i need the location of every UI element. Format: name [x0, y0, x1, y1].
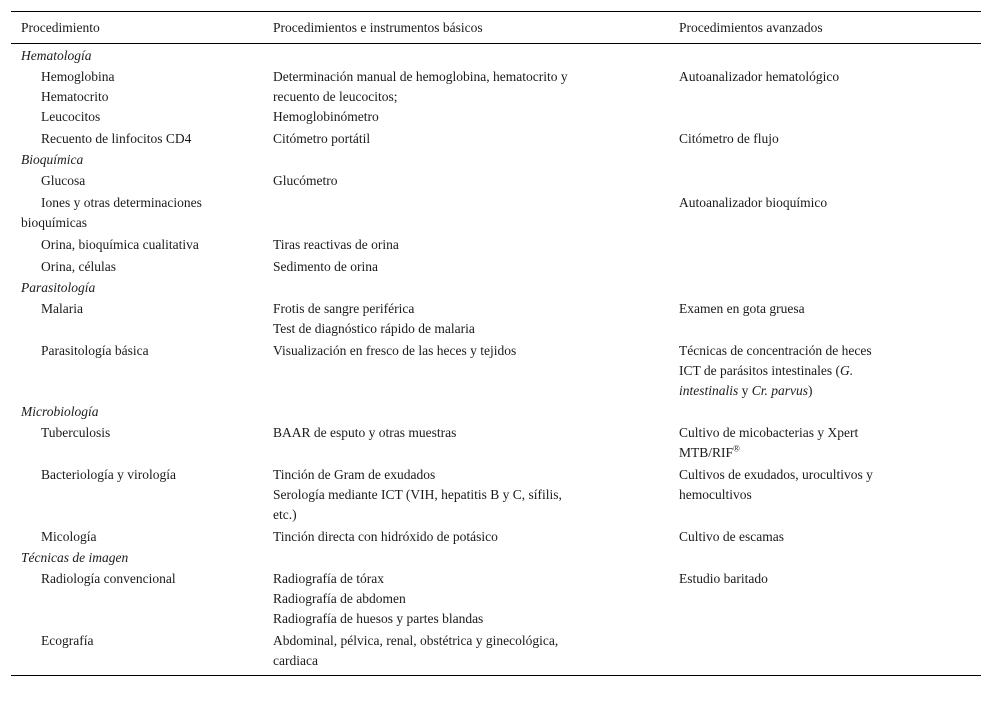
table-header — [11, 12, 981, 43]
cell-procedimiento: Micología — [41, 529, 97, 544]
cell-procedimiento: Glucosa — [41, 173, 86, 188]
table-row — [11, 299, 981, 339]
cell-basico: Tiras reactivas de orina — [273, 237, 399, 252]
table-bottom-rule — [11, 675, 981, 676]
cell-procedimiento: Bacteriología y virología — [41, 467, 176, 482]
header-procedimiento: Procedimiento — [21, 19, 100, 35]
cell-basico: Tinción directa con hidróxido de potásico — [273, 529, 498, 544]
cell-avanzado — [669, 171, 981, 191]
section-bioquimica: Bioquímica — [21, 152, 84, 167]
cell-avanzado: Autoanalizador bioquímico — [679, 195, 828, 210]
cell-basico: Abdominal, pélvica, renal, obstétrica y ginecológica, cardiaca — [273, 633, 559, 668]
cell-avanzado: Cultivos de exudados, urocultivos y hemocultivos — [679, 467, 873, 502]
cell-procedimiento: Malaria — [41, 301, 83, 316]
cell-basico — [263, 193, 669, 233]
cell-basico: Visualización en fresco de las heces y tejidos — [273, 343, 517, 358]
cell-avanzado: Cultivo de micobacterias y Xpert MTB/RIF® — [679, 425, 859, 460]
cell-avanzado — [669, 235, 981, 255]
header-basicos: Procedimientos e instrumentos básicos — [273, 19, 483, 35]
table-row — [11, 171, 981, 191]
cell-avanzado: Examen en gota gruesa — [679, 301, 805, 316]
table-row — [11, 235, 981, 255]
table-row — [11, 341, 981, 401]
table-body — [11, 44, 981, 675]
procedures-table — [11, 11, 981, 676]
header-avanzados: Procedimientos avanzados — [679, 19, 823, 35]
cell-procedimiento: Orina, bioquímica cualitativa — [41, 237, 199, 252]
table-row — [11, 257, 981, 277]
cell-avanzado: Técnicas de concentración de heces ICT de parásitos intestinales (G. intestinalis y Cr. parvus) — [679, 343, 872, 398]
cell-basico: Citómetro portátil — [273, 131, 371, 146]
cell-basico: Tinción de Gram de exudados Serología mediante ICT (VIH, hepatitis B y C, sífilis, etc.) — [273, 467, 562, 522]
cell-basico: Determinación manual de hemoglobina, hematocrito y recuento de leucocitos; Hemoglobinómetro — [273, 69, 568, 124]
cell-procedimiento: Ecografía — [41, 633, 94, 648]
cell-procedimiento: Orina, células — [41, 259, 116, 274]
cell-basico: Glucómetro — [273, 173, 338, 188]
table-row — [11, 129, 981, 149]
table-row — [11, 527, 981, 547]
cell-basico: Sedimento de orina — [273, 259, 378, 274]
table-row — [11, 193, 981, 233]
section-microbiologia: Microbiología — [21, 404, 99, 419]
cell-avanzado: Citómetro de flujo — [679, 131, 779, 146]
cell-procedimiento: Hemoglobina Hematocrito Leucocitos — [41, 69, 115, 124]
cell-procedimiento: Recuento de linfocitos CD4 — [41, 131, 192, 146]
table-row — [11, 67, 981, 127]
table-row — [11, 631, 981, 671]
section-parasitologia: Parasitología — [21, 280, 96, 295]
cell-procedimiento: Tuberculosis — [41, 425, 111, 440]
cell-avanzado: Autoanalizador hematológico — [679, 69, 840, 84]
cell-basico: Frotis de sangre periférica Test de diagnóstico rápido de malaria — [273, 301, 475, 336]
cell-basico: BAAR de esputo y otras muestras — [273, 425, 457, 440]
section-hematologia: Hematología — [21, 48, 92, 63]
cell-avanzado — [669, 631, 981, 671]
cell-procedimiento: Iones y otras determinaciones bioquímicas — [21, 195, 202, 230]
table-row — [11, 569, 981, 629]
cell-basico: Radiografía de tórax Radiografía de abdomen Radiografía de huesos y partes blandas — [273, 571, 484, 626]
section-imagen: Técnicas de imagen — [21, 550, 129, 565]
table-row — [11, 423, 981, 463]
cell-procedimiento: Radiología convencional — [41, 571, 176, 586]
cell-avanzado: Cultivo de escamas — [679, 529, 784, 544]
registered-mark: ® — [733, 443, 740, 454]
table-row — [11, 465, 981, 525]
cell-procedimiento: Parasitología básica — [41, 343, 149, 358]
cell-avanzado — [669, 257, 981, 277]
cell-avanzado: Estudio baritado — [679, 571, 768, 586]
